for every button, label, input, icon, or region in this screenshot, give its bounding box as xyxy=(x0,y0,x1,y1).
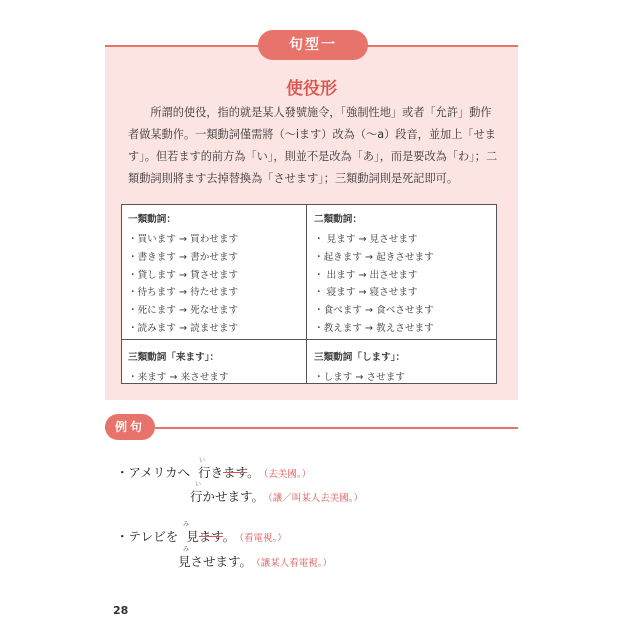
example-stem: 行き xyxy=(198,465,224,480)
table-row: ・買います → 買わせます xyxy=(128,234,239,245)
example-stem: 見 xyxy=(186,529,199,544)
table-row: ・教えます → 教えさせます xyxy=(314,322,434,334)
example-translation: （讓／叫某人去美國。） xyxy=(268,493,364,504)
group2-cell xyxy=(314,211,434,338)
table-divider-horizontal xyxy=(122,339,496,340)
section-pill: 句型一 xyxy=(258,30,368,60)
table-row: ・貸します → 貸させます xyxy=(128,269,239,281)
example-line: 見させます。 xyxy=(178,554,253,569)
group3a-heading: 三類動詞「来ます」： xyxy=(128,352,220,363)
group1-cell xyxy=(128,211,238,338)
group3b-heading: 三類動詞「します」： xyxy=(314,352,406,363)
table-row: ・食べます → 食べさせます xyxy=(314,305,434,317)
table-row: ・します → させます xyxy=(314,372,405,383)
table-row: ・起きます → 起きさせます xyxy=(314,251,434,263)
group3b-cell xyxy=(314,349,405,387)
table-row: ・ 見ます → 見させます xyxy=(314,234,418,245)
example-struck: ます xyxy=(223,465,248,480)
table-row: ・ 出ます → 出させます xyxy=(314,269,418,281)
example-translation: （去美國。） xyxy=(263,469,312,480)
furigana: い xyxy=(195,481,202,488)
table-row: ・待ちます → 待たせます xyxy=(128,287,239,299)
example-end: 。 xyxy=(222,529,236,544)
example-end: 。 xyxy=(247,465,260,480)
example-transformed-1 xyxy=(190,487,363,505)
example-translation: （讓某人看電視。） xyxy=(256,558,333,569)
page-number: 28 xyxy=(113,604,129,617)
intro-paragraph xyxy=(128,102,500,190)
example-sentence-2 xyxy=(116,527,287,545)
table-row: ・死にます → 死なせます xyxy=(128,305,239,317)
example-prefix: ・アメリカへ xyxy=(116,465,191,480)
intro-text: 所謂的使役，指的就是某人發號施令，「強制性地」或者「允許」動作者做某動作。一類動詞僅需將（～iます）改為（～a）段音，並加上「せます」。但若ます的前方為「い」，則並不是改為「あ」，而是要改為「わ」；二類動詞則將ます去掉替換為「させます」；三類動詞則是死記即可。 xyxy=(128,106,498,185)
group3a-cell xyxy=(128,349,228,387)
table-divider-vertical xyxy=(306,205,307,383)
group2-heading: 二類動詞： xyxy=(314,214,362,225)
table-row: ・書きます → 書かせます xyxy=(128,251,239,263)
furigana: み xyxy=(183,521,190,528)
furigana: い xyxy=(199,457,206,464)
table-row: ・読みます → 読ませます xyxy=(128,322,239,334)
table-row: ・ 寝ます → 寝させます xyxy=(314,287,418,299)
page-title: 使役形 xyxy=(286,79,337,99)
example-transformed-2 xyxy=(178,552,332,570)
example-struck: ます xyxy=(198,529,223,544)
group1-heading: 一類動詞： xyxy=(128,214,176,225)
examples-pill: 例句 xyxy=(105,414,155,440)
furigana: み xyxy=(183,546,190,553)
conjugation-table xyxy=(121,204,497,384)
examples-rule xyxy=(105,427,518,429)
table-row: ・来ます → 来させます xyxy=(128,372,229,383)
example-prefix: ・テレビを xyxy=(116,529,179,544)
example-line: 行かせます。 xyxy=(190,489,265,504)
example-translation: （看電視。） xyxy=(239,533,287,544)
example-sentence-1 xyxy=(116,463,311,481)
